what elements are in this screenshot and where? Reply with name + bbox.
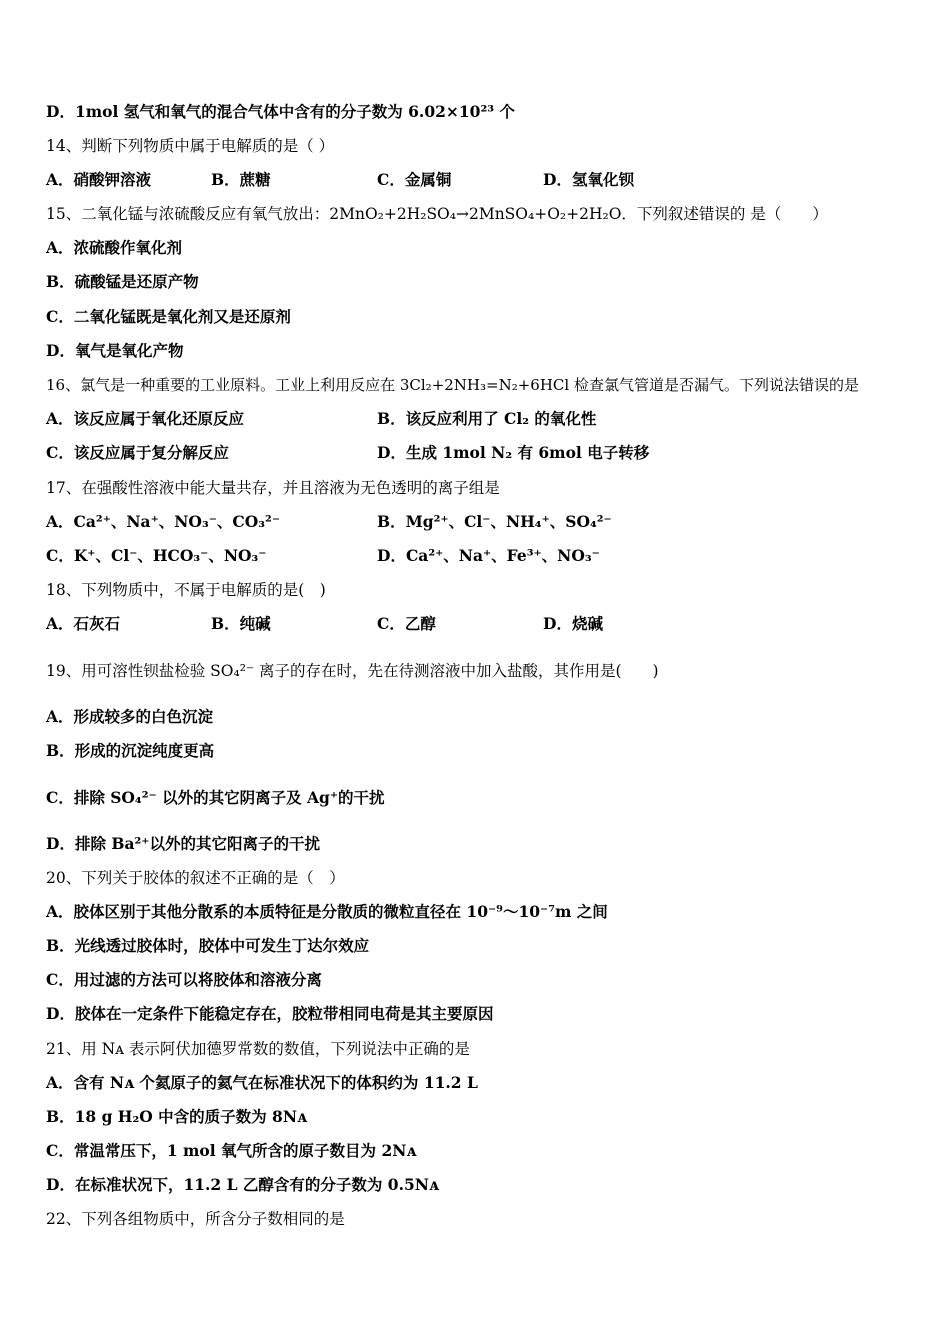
q20-option-c: C．用过滤的方法可以将胶体和溶液分离 (46, 970, 322, 989)
q15-stem: 15、二氧化锰与浓硫酸反应有氧气放出：2MnO₂+2H₂SO₄→2MnSO₄+O₂+2H₂O．下列叙述错误的 是（ ） (46, 205, 828, 223)
q18-option-c: C．乙醇 (377, 614, 436, 633)
q20-option-b: B．光线透过胶体时，胶体中可发生丁达尔效应 (46, 936, 370, 955)
q14-option-b: B．蔗糖 (211, 170, 271, 189)
q16-option-b: B．该反应利用了 Cl₂ 的氧化性 (377, 409, 597, 428)
q19-option-c: C．排除 SO₄²⁻ 以外的其它阴离子及 Ag⁺的干扰 (46, 788, 385, 807)
q14-option-d: D．氢氧化钡 (543, 170, 634, 189)
q16-stem: 16、氯气是一种重要的工业原料。工业上利用反应在 3Cl₂+2NH₃=N₂+6HCl 检查氯气管道是否漏气。下列说法错误的是 (46, 376, 859, 394)
q14-option-c: C．金属铜 (377, 170, 452, 189)
q22-stem: 22、下列各组物质中，所含分子数相同的是 (46, 1210, 345, 1228)
q20-option-d: D．胶体在一定条件下能稳定存在，胶粒带相同电荷是其主要原因 (46, 1004, 494, 1023)
q15-option-d: D．氧气是氧化产物 (46, 341, 184, 360)
q19-option-a: A．形成较多的白色沉淀 (46, 707, 214, 726)
q17-option-b: B．Mg²⁺、Cl⁻、NH₄⁺、SO₄²⁻ (377, 512, 612, 531)
q18-option-b: B．纯碱 (211, 614, 271, 633)
q21-option-a: A．含有 Nᴀ 个氦原子的氦气在标准状况下的体积约为 11.2 L (46, 1073, 478, 1092)
q21-option-c: C．常温常压下，1 mol 氧气所含的原子数目为 2Nᴀ (46, 1141, 417, 1160)
q13-option-d: D．1mol 氢气和氧气的混合气体中含有的分子数为 6.02×10²³ 个 (46, 102, 515, 121)
q18-stem: 18、下列物质中，不属于电解质的是( ) (46, 581, 326, 599)
q20-option-a: A．胶体区别于其他分散系的本质特征是分散质的微粒直径在 10⁻⁹～10⁻⁷m 之间 (46, 902, 608, 921)
q17-stem: 17、在强酸性溶液中能大量共存，并且溶液为无色透明的离子组是 (46, 479, 500, 497)
q15-option-a: A．浓硫酸作氧化剂 (46, 238, 183, 257)
q21-option-d: D．在标准状况下，11.2 L 乙醇含有的分子数为 0.5Nᴀ (46, 1175, 439, 1194)
q17-option-c: C．K⁺、Cl⁻、HCO₃⁻、NO₃⁻ (46, 546, 267, 565)
q21-option-b: B．18 g H₂O 中含的质子数为 8Nᴀ (46, 1107, 307, 1126)
q20-stem: 20、下列关于胶体的叙述不正确的是（ ） (46, 869, 345, 887)
q17-option-d: D．Ca²⁺、Na⁺、Fe³⁺、NO₃⁻ (377, 546, 600, 565)
q17-option-a: A．Ca²⁺、Na⁺、NO₃⁻、CO₃²⁻ (46, 512, 281, 531)
q14-option-a: A．硝酸钾溶液 (46, 170, 152, 189)
q21-stem: 21、用 Nᴀ 表示阿伏加德罗常数的数值，下列说法中正确的是 (46, 1040, 470, 1058)
q19-option-b: B．形成的沉淀纯度更高 (46, 741, 215, 760)
q15-option-b: B．硫酸锰是还原产物 (46, 272, 199, 291)
q14-stem: 14、判断下列物质中属于电解质的是（ ） (46, 137, 335, 155)
q16-option-a: A．该反应属于氧化还原反应 (46, 409, 245, 428)
q15-option-c: C．二氧化锰既是氧化剂又是还原剂 (46, 307, 291, 326)
q18-option-a: A．石灰石 (46, 614, 121, 633)
q19-option-d: D．排除 Ba²⁺以外的其它阳离子的干扰 (46, 834, 320, 853)
q16-option-c: C．该反应属于复分解反应 (46, 443, 229, 462)
q18-option-d: D．烧碱 (543, 614, 603, 633)
q19-stem: 19、用可溶性钡盐检验 SO₄²⁻ 离子的存在时，先在待测溶液中加入盐酸，其作用是( ) (46, 662, 659, 680)
q16-option-d: D．生成 1mol N₂ 有 6mol 电子转移 (377, 443, 650, 462)
